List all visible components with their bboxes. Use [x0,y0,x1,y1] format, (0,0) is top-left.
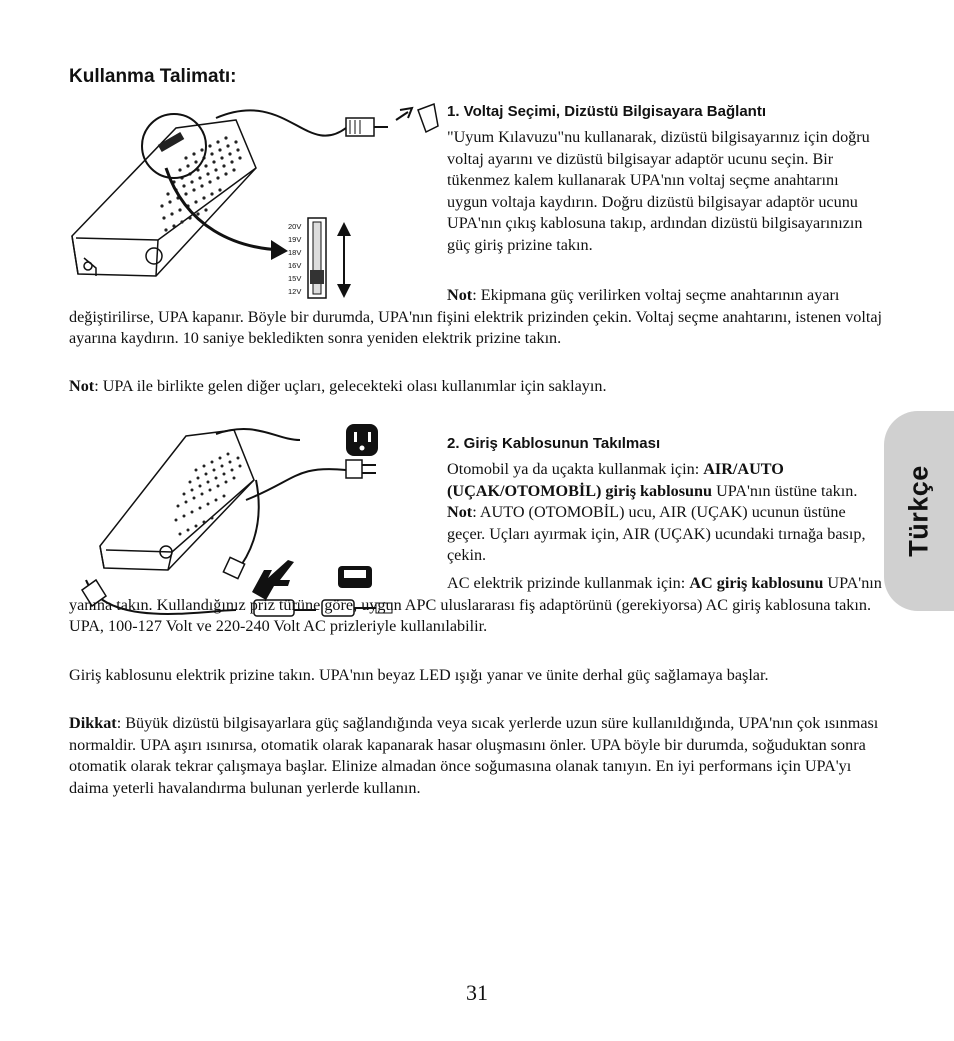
page-number: 31 [466,980,488,1005]
adapter-voltage-illustration [66,98,446,308]
voltage-label: 19V [288,235,302,244]
caution-text: : Büyük dizüstü bilgisayarlara güç sağlandığında veya sıcak yerlerde uzun süre kullanıldığında, UPA'nın çok ısınması normaldir. UPA aşırı ısınırsa, otomatik olarak kapanarak hasar oluşmasını önler. UPA böyle bir durumda, soğuduktan sonra otomatik olarak tekrar çalışmaya başlar. Elinize almadan önce soğumasına olanak tanıyın. En iyi performans için UPA'yı daima yeterli havalandırma bulunan yerlerde kullanın. [69,714,879,797]
text: UPA'nın yanına takın. Kullandığınız priz türüne göre, uygun APC uluslararası fiş adaptörünü (gerekiyorsa) AC giriş kablosuna takın. UPA, 100-127 Volt ve 220-240 Volt AC prizleriyle kullanılabilir. [69,574,882,636]
note-text: : UPA ile birlikte gelen diğer uçları, gelecekteki olası kullanımlar için saklayın. [94,377,607,395]
section2-air-auto-paragraph [447,459,877,567]
note-text: : Ekipmana güç verilirken voltaj seçme anahtarının ayarı değiştirilirse, UPA kapanır. Böyle bir durumda, UPA'nın fişini elektrik prizinden çekin. Voltaj seçme anahtarını, istenen voltaj ayarına kaydırın. 10 saniye bekledikten sonra yeniden elektrik prizine takın. [69,286,883,348]
section2-ac-paragraph [69,573,889,638]
section2-title: 2. Giriş Kablosunun Takılması [447,435,661,452]
text: : AUTO (OTOMOBİL) ucu, AIR (UÇAK) ucunun üstüne geçer. Uçları ayırmak için, AIR (UÇAK) ucundaki tırnağa basıp, çekin. [447,503,866,565]
voltage-label: 20V [288,222,302,231]
note-label: Not [69,377,95,395]
text: UPA'nın üstüne takın. [712,481,858,500]
section1-title: 1. Voltaj Seçimi, Dizüstü Bilgisayara Bağlantı [447,103,766,120]
caution-label: Dikkat [69,714,117,732]
note-label: Not [447,286,473,304]
emphasis: AC giriş kablosunu [689,574,824,592]
text: Otomobil ya da uçakta kullanmak için: [447,460,704,478]
section2-led-paragraph: Giriş kablosunu elektrik prizine takın. UPA'nın beyaz LED ışığı yanar ve ünite derhal güç sağlamaya başlar. [69,666,769,684]
voltage-label: 15V [288,274,302,283]
section1-note-voltage [69,285,889,350]
voltage-label: 16V [288,261,302,270]
note-label: Not [447,503,473,522]
section1-paragraph: "Uyum Kılavuzu"nu kullanarak, dizüstü bilgisayarınız için doğru voltaj ayarını ve dizüstü bilgisayar adaptör ucunu seçin. Bir tükenmez kalem kullanarak UPA'nın voltaj seçme anahtarını uygun voltaja kaydırın. Doğru dizüstü bilgisayar adaptör ucunu UPA'nın çıkış kablosuna takıp, ardından dizüstü bilgisayarınızın güç giriş prizine takın. [447,128,870,254]
language-tab [884,411,954,611]
emphasis: AIR/AUTO (UÇAK/OTOMOBİL) giriş kablosunu [447,460,784,500]
section1-note-tips [69,376,889,398]
caution-paragraph [69,713,889,799]
text: AC elektrik prizinde kullanmak için: [447,574,690,592]
language-tab-label: Türkçe [903,465,934,557]
voltage-label: 18V [288,248,302,257]
voltage-label: 12V [288,287,302,296]
page-heading: Kullanma Talimatı: [69,66,237,87]
